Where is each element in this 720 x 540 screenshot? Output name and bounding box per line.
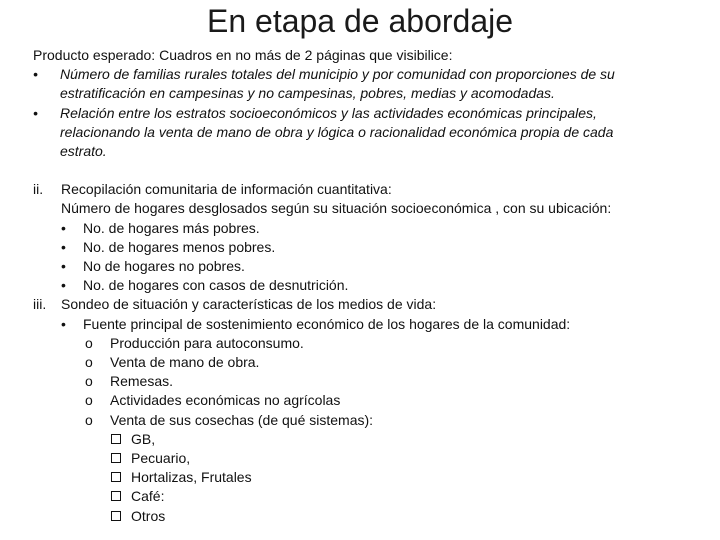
circle-marker: o <box>85 334 93 351</box>
bullet-marker: • <box>61 277 66 294</box>
section-ii-item-text: No. de hogares con casos de desnutrición. <box>83 277 349 294</box>
section-ii-item-text: No de hogares no pobres. <box>83 258 245 275</box>
checkbox-square-icon <box>111 453 121 463</box>
section-ii-item-text: No. de hogares menos pobres. <box>83 238 276 255</box>
section-ii-item-text: No. de hogares más pobres. <box>83 219 260 236</box>
section-iii-subitem-2 <box>33 353 713 372</box>
producto-item-1-cont <box>33 84 713 103</box>
section-ii-marker: ii. <box>33 181 44 198</box>
bullet-marker: • <box>33 104 38 121</box>
producto-label-text: Producto esperado: Cuadros en no más de 2 páginas que visibilice: <box>33 47 453 63</box>
circle-marker: o <box>85 411 93 428</box>
subitem-text: Venta de sus cosechas (de qué sistemas): <box>110 411 374 428</box>
section-ii-item-1 <box>33 219 713 238</box>
option-text: Otros <box>131 507 166 524</box>
option-hortalizas <box>33 468 713 487</box>
option-gb <box>33 430 713 449</box>
section-iii-subitem-3 <box>33 372 713 391</box>
section-ii-item-3 <box>33 257 713 276</box>
section-iii-subitem-1 <box>33 334 713 353</box>
section-ii-subheading <box>33 199 713 218</box>
subitem-text: Venta de mano de obra. <box>110 354 260 371</box>
bullet-marker: • <box>61 238 66 255</box>
option-text: Pecuario, <box>131 450 191 467</box>
section-iii-marker: iii. <box>33 296 47 313</box>
section-iii-item-text: Fuente principal de sostenimiento económico de los hogares de la comunidad: <box>83 315 571 332</box>
circle-marker: o <box>85 373 93 390</box>
subitem-text: Remesas. <box>110 373 174 390</box>
section-iii-subitem-4 <box>33 391 713 410</box>
option-pecuario <box>33 449 713 468</box>
slide-content <box>33 46 713 526</box>
section-iii-heading-text: Sondeo de situación y características de los medios de vida: <box>61 296 437 313</box>
section-iii-item <box>33 315 713 334</box>
producto-item-2 <box>33 104 713 123</box>
section-iii-heading <box>33 295 713 314</box>
subitem-text: Producción para autoconsumo. <box>110 334 304 351</box>
section-ii-item-4 <box>33 276 713 295</box>
checkbox-square-icon <box>111 491 121 501</box>
section-ii-item-2 <box>33 238 713 257</box>
producto-item-2-cont2 <box>33 142 713 161</box>
producto-item-1 <box>33 65 713 84</box>
option-text: Café: <box>131 488 165 505</box>
producto-item-1-line-1: Número de familias rurales totales del municipio y por comunidad con proporciones de su <box>60 66 615 83</box>
section-ii-heading-text: Recopilación comunitaria de información cuantitativa: <box>61 181 392 198</box>
option-cafe <box>33 487 713 506</box>
option-text: Hortalizas, Frutales <box>131 469 252 486</box>
bullet-marker: • <box>61 258 66 275</box>
producto-item-2-line-2: relacionando la venta de mano de obra y lógica o racionalidad económica propia de cada <box>60 123 614 140</box>
bullet-marker: • <box>61 219 66 236</box>
checkbox-square-icon <box>111 472 121 482</box>
circle-marker: o <box>85 354 93 371</box>
slide-title: En etapa de abordaje <box>206 3 514 39</box>
option-otros <box>33 507 713 526</box>
producto-esperado-label <box>33 46 713 65</box>
section-ii-subheading-text: Número de hogares desglosados según su situación socioeconómica , con su ubicación: <box>61 200 612 217</box>
producto-item-2-line-3: estrato. <box>60 143 107 160</box>
checkbox-square-icon <box>111 511 121 521</box>
bullet-marker: • <box>33 66 38 83</box>
checkbox-square-icon <box>111 434 121 444</box>
circle-marker: o <box>85 392 93 409</box>
subitem-text: Actividades económicas no agrícolas <box>110 392 341 409</box>
producto-item-2-cont <box>33 123 713 142</box>
producto-item-1-line-2: estratificación en campesinas y no campesinas, pobres, medias y acomodadas. <box>60 85 555 102</box>
option-text: GB, <box>131 430 156 447</box>
producto-item-2-line-1: Relación entre los estratos socioeconómicos y las actividades económicas principales, <box>60 104 597 121</box>
spacer <box>33 161 713 180</box>
section-iii-subitem-5 <box>33 411 713 430</box>
bullet-marker: • <box>61 315 66 332</box>
section-ii-heading <box>33 180 713 199</box>
